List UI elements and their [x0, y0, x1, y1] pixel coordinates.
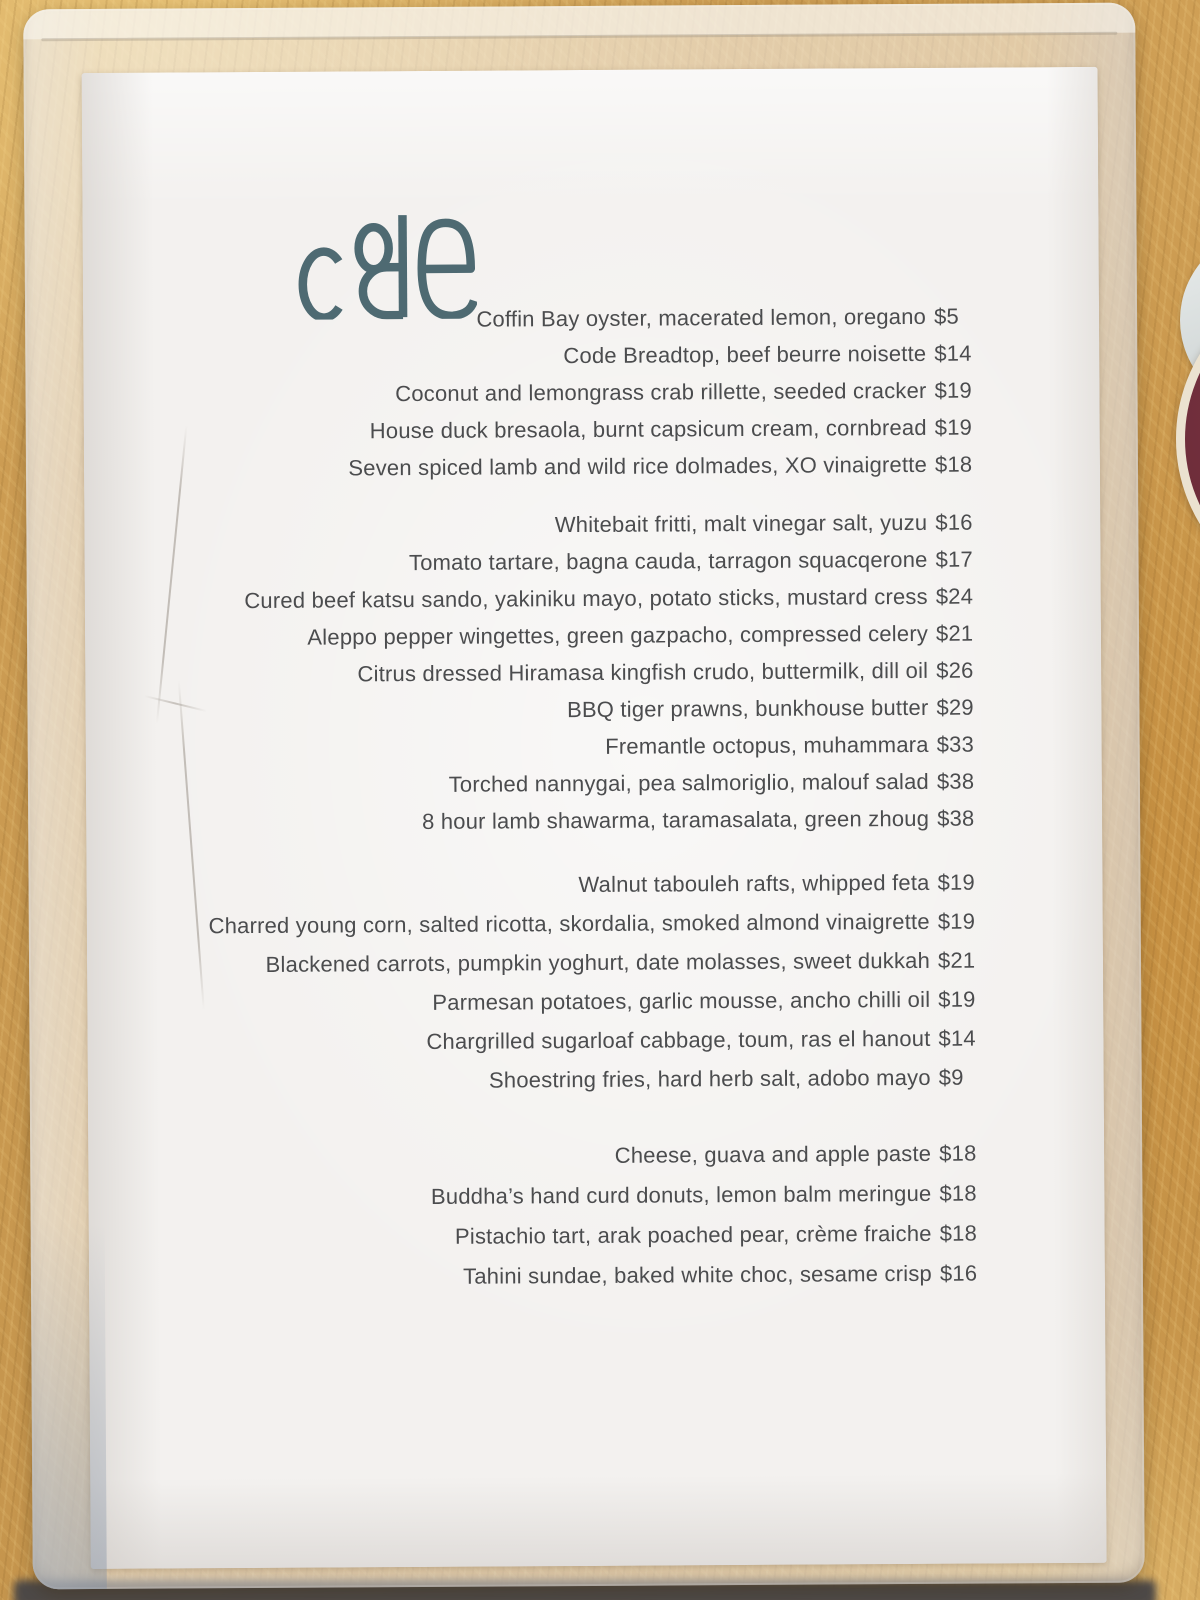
dish-name: Coconut and lemongrass crab rillette, seeded cracker	[395, 377, 927, 407]
menu-item-row	[204, 409, 991, 451]
paper-crease	[178, 681, 205, 1010]
dish-name: Cured beef katsu sando, yakiniku mayo, potato sticks, mustard cress	[244, 583, 928, 614]
menu-section	[204, 504, 993, 842]
menu-section	[203, 298, 991, 488]
paper-crease	[156, 425, 188, 724]
dish-price: $5	[934, 303, 960, 329]
dish-name: Whitebait fritti, malt vinegar salt, yuzu	[554, 509, 928, 538]
dish-name: Blackened carrots, pumpkin yoghurt, date molasses, sweet dukkah	[265, 947, 931, 977]
menu-item-row	[208, 1057, 995, 1101]
dish-price: $18	[939, 1220, 978, 1246]
menu-item-row	[203, 372, 990, 414]
dish-name: 8 hour lamb shawarma, taramasalata, green zhoug	[421, 805, 930, 834]
dish-price: $9	[938, 1064, 964, 1090]
dish-name: Coffin Bay oyster, macerated lemon, oregano	[476, 303, 927, 332]
menu-item-row	[207, 940, 994, 984]
paper-crease	[144, 695, 207, 712]
menu-item-row	[208, 1173, 995, 1218]
menu-item-row	[206, 726, 993, 768]
menu-item-row	[206, 763, 993, 805]
menu-sleeve	[23, 3, 1145, 1590]
menu-item-row	[203, 298, 990, 340]
menu-item-row	[205, 652, 992, 694]
dish-name: Torched nannygai, pea salmoriglio, malouf salad	[448, 768, 929, 797]
menu-item-row	[204, 446, 991, 488]
dish-price: $38	[937, 805, 975, 831]
menu-page	[82, 67, 1107, 1569]
menu-item-row	[209, 1213, 996, 1258]
menu-item-row	[205, 578, 992, 620]
dish-name: Cheese, guava and apple paste	[614, 1140, 932, 1168]
dish-price: $18	[939, 1140, 977, 1166]
dish-price: $17	[935, 546, 973, 572]
dish-name: Shoestring fries, hard herb salt, adobo mayo	[488, 1064, 931, 1093]
dish-price: $21	[935, 620, 974, 646]
dish-name: BBQ tiger prawns, bunkhouse butter	[566, 694, 929, 723]
menu-list	[203, 298, 996, 1299]
menu-item-row	[207, 1018, 994, 1062]
dish-price: $18	[939, 1180, 977, 1206]
dish-name: Fremantle octopus, muhammara	[605, 731, 929, 759]
dish-name: House duck bresaola, burnt capsicum cream, cornbread	[369, 414, 927, 444]
menu-item-row	[203, 335, 990, 377]
menu-item-row	[207, 901, 994, 945]
dish-price: $21	[937, 947, 976, 973]
dish-name: Pistachio tart, arak poached pear, crème fraiche	[454, 1220, 932, 1249]
dish-name: Tomato tartare, bagna cauda, tarragon squacqerone	[408, 546, 928, 576]
menu-section	[206, 863, 994, 1102]
dish-price: $19	[937, 908, 976, 934]
dish-price: $26	[936, 657, 974, 683]
dish-name: Charred young corn, salted ricotta, skordalia, smoked almond vinaigrette	[208, 908, 930, 939]
menu-item-row	[209, 1253, 996, 1298]
menu-item-row	[207, 979, 994, 1023]
dish-name: Buddha’s hand curd donuts, lemon balm meringue	[430, 1180, 932, 1209]
menu-section	[208, 1133, 996, 1298]
menu-item-row	[208, 1133, 995, 1178]
menu-item-row	[205, 689, 992, 731]
dish-price: $24	[935, 583, 974, 609]
dish-price: $19	[937, 869, 975, 895]
dish-name: Chargrilled sugarloaf cabbage, toum, ras el hanout	[426, 1025, 931, 1054]
dish-name: Walnut tabouleh rafts, whipped feta	[578, 869, 930, 898]
dish-price: $19	[938, 986, 976, 1012]
dish-name: Seven spiced lamb and wild rice dolmades, XO vinaigrette	[348, 451, 928, 481]
menu-item-row	[206, 863, 993, 907]
menu-item-row	[205, 615, 992, 657]
dish-price: $29	[936, 694, 974, 720]
dish-price: $14	[938, 1025, 976, 1051]
dish-price: $14	[934, 340, 972, 366]
dish-price: $19	[934, 377, 972, 403]
dish-name: Tahini sundae, baked white choc, sesame crisp	[463, 1260, 932, 1289]
dish-name: Aleppo pepper wingettes, green gazpacho, compressed celery	[307, 620, 929, 650]
dish-name: Code Breadtop, beef beurre noisette	[563, 340, 927, 369]
dish-name: Parmesan potatoes, garlic mousse, ancho chilli oil	[432, 986, 931, 1015]
dish-price: $16	[935, 509, 973, 535]
sleeve-reflection	[30, 1159, 107, 1589]
dish-price: $18	[934, 451, 973, 477]
dish-price: $38	[936, 768, 975, 794]
dish-price: $33	[936, 731, 975, 757]
menu-item-row	[204, 504, 991, 546]
dish-name: Citrus dressed Hiramasa kingfish crudo, buttermilk, dill oil	[357, 657, 929, 687]
dish-price: $16	[939, 1260, 978, 1286]
menu-item-row	[206, 800, 993, 842]
dish-price: $19	[934, 414, 973, 440]
menu-item-row	[204, 541, 991, 583]
